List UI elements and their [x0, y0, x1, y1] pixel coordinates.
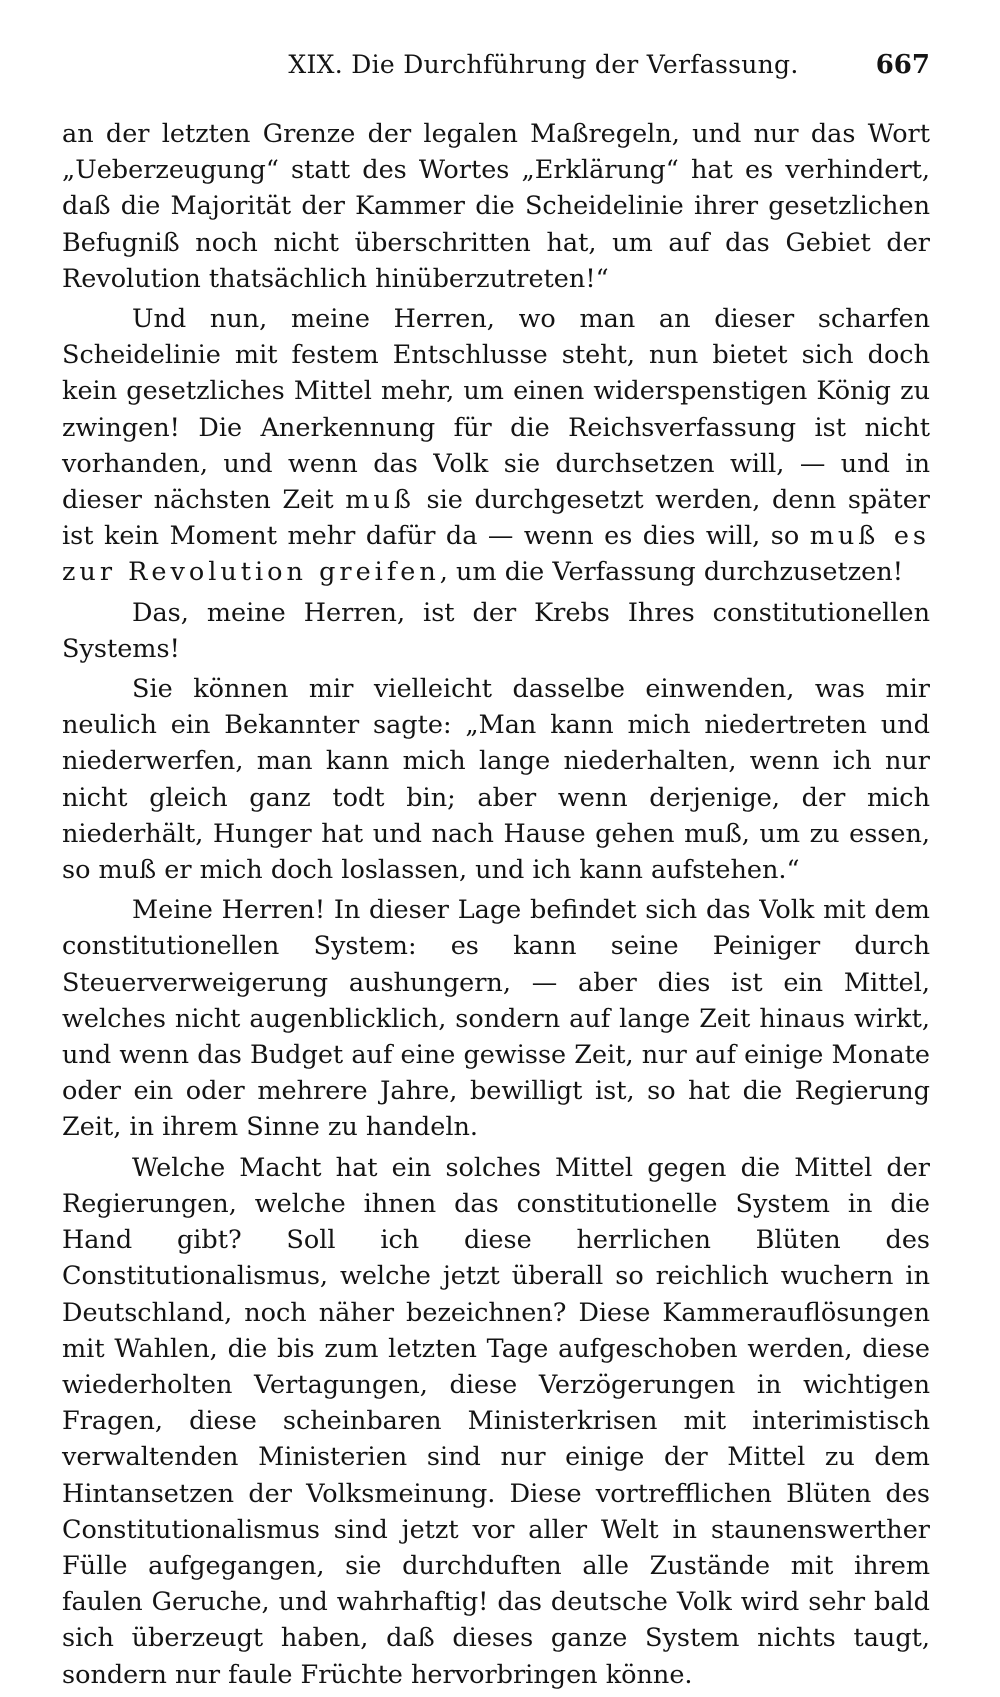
- paragraph-6: Welche Macht hat ein solches Mittel gegen die Mittel der Regierungen, welche ihnen das constitutionelle System in die Hand gibt? Soll ich diese herrlichen Blüten des Constitutionalismus, welche jetzt überall so reichlich wuchern in Deutschland, noch näher bezeichnen? Diese Kammerauflösungen mit Wahlen, die bis zum letzten Tage aufgeschoben werden, diese wiederholten Vertagungen, diese Verzögerungen in wichtigen Fragen, diese scheinbaren Ministerkrisen mit interimistisch verwaltenden Ministerien sind nur einige der Mittel zu dem Hintansetzen der Volksmeinung. Diese vortrefflichen Blüten des Constitutionalismus sind jetzt vor aller Welt in staunenswerther Fülle aufgegangen, sie durchduften alle Zustände mit ihrem faulen Geruche, und wahrhaftig! das deutsche Volk wird sehr bald sich überzeugt haben, daß dieses ganze System nichts taugt, sondern nur faule Früchte hervorbringen könne.: [62, 1152, 930, 1690]
- paragraph-3: Das, meine Herren, ist der Krebs Ihres constitutionellen Systems!: [62, 597, 930, 664]
- paragraph-2-emphasis-1: muß: [345, 485, 415, 516]
- paragraph-4: Sie können mir vielleicht dasselbe einwenden, was mir neulich ein Bekannter sagte: „Man kann mich niedertreten und niederwerfen, man kann mich lange niederhalten, wenn ich nur nicht gleich ganz todt bin; aber wenn derjenige, der mich niederhält, Hunger hat und nach Hause gehen muß, um zu essen, so muß er mich doch loslassen, und ich kann aufstehen.“: [62, 674, 930, 886]
- chapter-heading: XIX. Die Durchführung der Verfassung.: [288, 50, 799, 79]
- paragraph-2-emphasis-2: muß es zur Revolution greifen: [62, 521, 930, 588]
- paragraph-1: an der letzten Grenze der legalen Maßregeln, und nur das Wort „Ueberzeugung“ statt des Wortes „Erklärung“ hat es verhindert, daß die Majorität der Kammer die Scheidelinie ihrer gesetzlichen Befugniß noch nicht überschritten hat, um auf das Gebiet der Revolution thatsächlich hinüberzutreten!“: [62, 119, 930, 294]
- paragraph-2-text-after: , um die Verfassung durchzusetzen!: [439, 557, 903, 588]
- paragraph-2: [62, 301, 930, 591]
- page-number: 667: [875, 50, 930, 80]
- paragraph-2-text-middle: sie durchgesetzt werden, denn später ist kein Moment mehr dafür da — wenn es dies will, so: [62, 485, 930, 552]
- running-head: [62, 50, 930, 90]
- paragraph-2-text-before: Und nun, meine Herren, wo man an dieser scharfen Scheidelinie mit festem Entschlusse steht, nun bietet sich doch kein gesetzliches Mittel mehr, um einen widerspenstigen König zu zwingen! Die Anerkennung für die Reichsverfassung ist nicht vorhanden, und wenn das Volk sie durchsetzen will, — und in dieser nächsten Zeit: [62, 304, 930, 516]
- paragraph-5: Meine Herren! In dieser Lage befindet sich das Volk mit dem constitutionellen System: es kann seine Peiniger durch Steuerverweigerung aushungern, — aber dies ist ein Mittel, welches nicht augenblicklich, sondern auf lange Zeit hinaus wirkt, und wenn das Budget auf eine gewisse Zeit, nur auf einige Monate oder ein oder mehrere Jahre, bewilligt ist, so hat die Regierung Zeit, in ihrem Sinne zu handeln.: [62, 895, 930, 1143]
- body-text: [62, 116, 930, 1697]
